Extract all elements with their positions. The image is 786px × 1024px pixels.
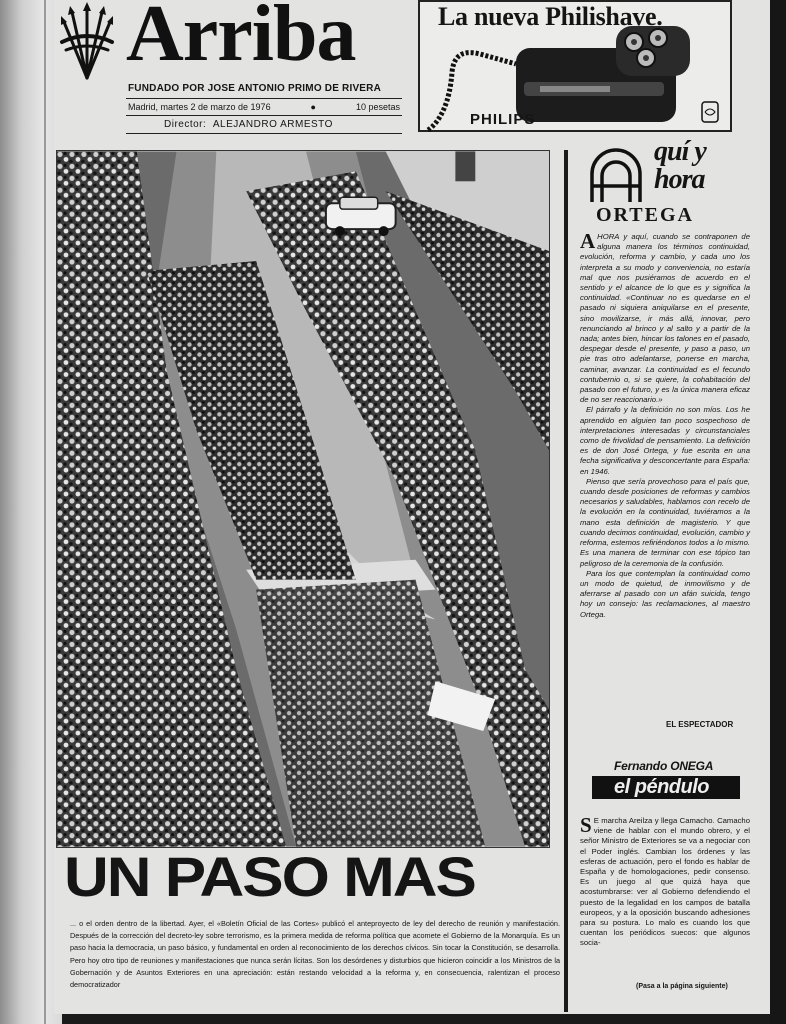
issue-price: 10 pesetas [355, 102, 400, 112]
column-paragraph: Para los que contemplan la continuidad como un modo de quietud, de inmovilismo y de aferrarse al pasado con un afán suicida, tengo hoy un consejo: las reclamaciones, al maestro Ortega. [580, 568, 750, 619]
book-binding [0, 0, 62, 1024]
pendulo-body [580, 813, 750, 949]
column-paragraph: Pienso que sería provechoso para el país que, cuando desde posiciones de reformas y cambios necesarios y saludables, hablamos con recelo de la evolución en la continuidad, tuviéramos a la mano esta definición de magisterio. Y que cuando decimos continuidad, evolución, cambio y reforma, estemos refiriéndonos todos a lo mismo. Es una manera de terminar con ese tópico tan peligroso de la ceremonia de la confusión. [580, 476, 750, 568]
director-label: Director: [164, 119, 207, 130]
column-source: EL ESPECTADOR [666, 720, 734, 729]
aqui-ahora-logo-icon [586, 142, 646, 204]
continued-note: (Pasa a la página siguiente) [636, 983, 728, 990]
pendulo-byline: Fernando ONEGA [614, 759, 714, 773]
newspaper-page [54, 0, 770, 1014]
ad-brand: PHILIPS [470, 111, 536, 128]
page-edge-shadow [770, 0, 786, 1024]
dateline [128, 102, 400, 112]
column-title-line1: quí y [654, 136, 706, 167]
pendulo-paragraph: E marcha Areilza y llega Camacho. Camacho viene de hablar con el mundo obrero, y el señor Ministro de Exteriores se va a negociar con el Poder inglés. Cambian los órdenes y las esferas de actuación, pero el fondo es hablar de España y de homologaciones, pedir consenso. Es un juego al que quizá haya que acostumbrarse: ver al Gobierno defendiendo el puesto de la legalidad en los campos de batalla europeos, y a la oposición buscando adhesiones para su postura. Lo malo es cuando los que cuentan los periódicos suecos: que algunos socia- [580, 816, 750, 948]
column-body [580, 229, 750, 620]
bullet: ● [310, 102, 316, 112]
yoke-and-arrows-icon [56, 2, 118, 84]
main-headline: UN PASO MAS [64, 846, 475, 909]
philishave-ad [418, 0, 732, 132]
newspaper-title: Arriba [126, 0, 356, 78]
issue-date: Madrid, martes 2 de marzo de 1976 [128, 102, 271, 112]
masthead-rule-mid [126, 115, 402, 116]
masthead-rule-top [126, 98, 402, 99]
column-paragraph: El párrafo y la definición no son míos. Los he aprendido en alguien tan poco sospechoso de interpretaciones interesadas y circunstanciales como de frivolidad de pensamiento. La definición es de don José Ortega, y fue escrita en una fecha significativa y desconcertante para España: en 1946. [580, 405, 750, 476]
founder-line: FUNDADO POR JOSE ANTONIO PRIMO DE RIVERA [128, 83, 382, 94]
column-title-line2: hora [654, 164, 705, 195]
masthead-rule-bottom [126, 133, 402, 134]
pendulo-dropcap: S [580, 813, 592, 837]
crowd-procession-photo [56, 150, 550, 848]
pendulo-section-title: el péndulo [592, 776, 740, 799]
column-dropcap: A [580, 229, 596, 253]
column-title [654, 138, 706, 194]
director-line [164, 119, 333, 130]
column-subtitle: ORTEGA [596, 204, 694, 226]
director-name: ALEJANDRO ARMESTO [212, 119, 333, 130]
main-lede: ... o el orden dentro de la libertad. Ayer, el «Boletín Oficial de las Cortes» publicó el anteproyecto de ley del derecho de reunión y manifestación. Después de la corrección del decreto-ley sobre terrorismo, es la primera medida de reforma política que acomete el Gobierno de la Monarquía. Es un paso hacia la democracia, un paso básico, y fundamental en orden al reconocimiento de los derechos cívicos. Sin tocar la Constitución, se desarrolla. Pero hoy otro tipo de reuniones y manifestaciones que nunca serán lícitas. Son los desórdenes y disturbios que hicieron coincidir a los Ministros de la Gobernación y de Asuntos Exteriores en una apreciación: están restando velocidad a la reforma y, en consecuencia, ralentizan el proceso democratizador [70, 919, 560, 990]
ad-headline: La nueva Philishave. [438, 2, 663, 31]
column-paragraph: HORA y aquí, cuando se contraponen de alguna manera los términos continuidad, evolución, reforma y cambio, y cada uno los interpreta a su modo y conveniencia, no estaría mal que nos pusiéramos de acuerdo en el sentido y el alcance de lo que es y significa la continuidad. «Continuar no es quedarse en el pasado ni siquiera aniquilarse en el presente, sino movilizarse, ir más allá, innovar, pero renunciando al brinco y al salto y a partir de la nada; antes bien, hincar los talones en el pasado, despegar desde el presente, y paso a paso, un pie tras otro adelantarse, ponerse en marcha, caminar, avanzar. La continuidad es el fecundo contubernio o, si se quiere, la cohabitación del pasado con el futuro, y es la única manera eficaz de no ser reaccionario.» [580, 232, 750, 405]
column-divider [564, 150, 568, 1012]
